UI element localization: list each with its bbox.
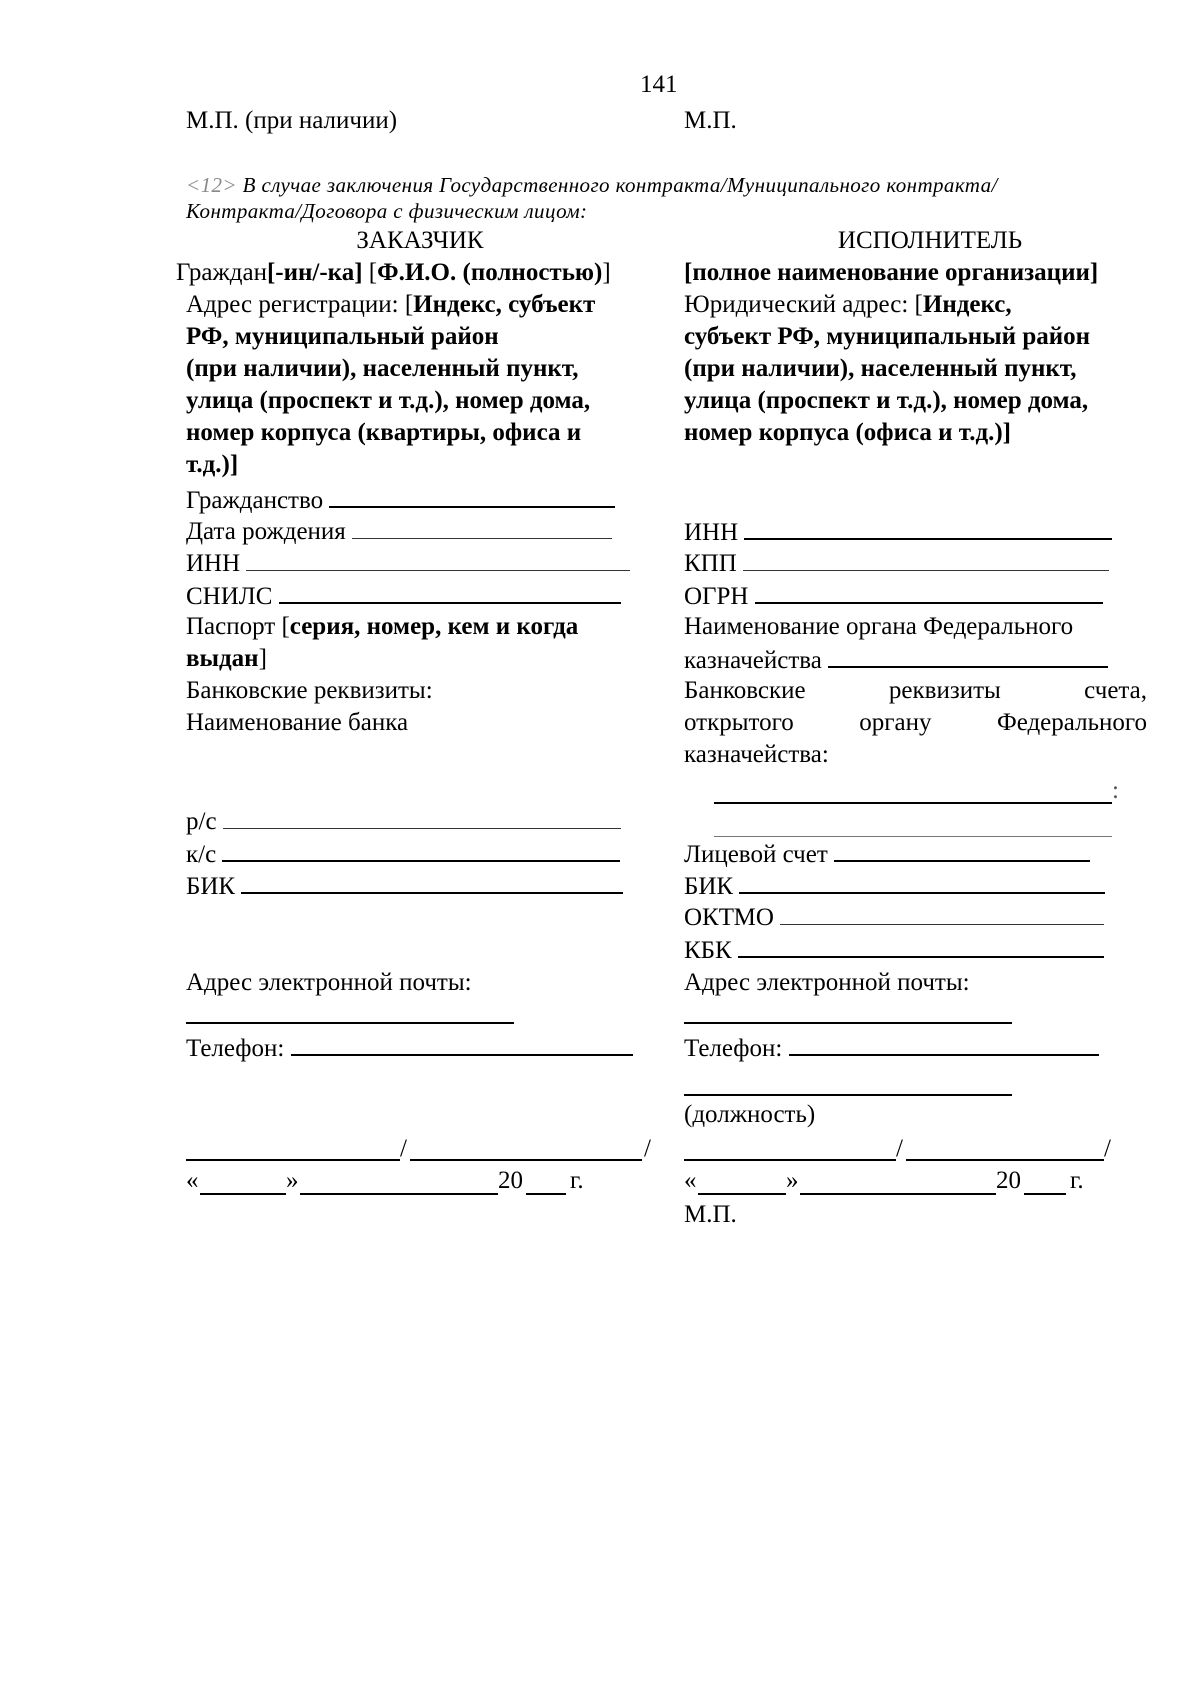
legal-address-label: Юридический адрес: [: [684, 291, 923, 318]
customer-address-line-3: (при наличии), населенный пункт,: [186, 355, 579, 382]
customer-passport-2: [186, 644, 267, 674]
footnote-ref: <12>: [186, 173, 237, 197]
contractor-position-label: (должность): [684, 1101, 816, 1128]
customer-email: Адрес электронной почты:: [186, 969, 472, 996]
contractor-phone-field[interactable]: [789, 1032, 1099, 1056]
kbk-field[interactable]: [738, 934, 1104, 958]
customer-phone: [186, 1032, 633, 1064]
kpp-field[interactable]: [743, 548, 1109, 571]
contractor-phone: [684, 1032, 1099, 1064]
customer-bank-details: Банковские реквизиты:: [186, 677, 433, 704]
bank-word-6: Федерального: [996, 709, 1147, 736]
birth-date-field[interactable]: [352, 516, 612, 539]
ks-field[interactable]: [222, 838, 620, 862]
contractor-position-field[interactable]: [684, 1094, 1012, 1096]
contractor-bik: [684, 870, 1105, 902]
customer-inn: [186, 548, 630, 579]
bank-word-1: Банковские: [684, 677, 806, 704]
passport-label: Паспорт [: [186, 613, 290, 640]
contractor-email-field[interactable]: [684, 1022, 1012, 1024]
ks-label: к/с: [186, 841, 217, 868]
contractor-date-quote-close: »: [786, 1167, 799, 1194]
bracket-open: [: [362, 259, 378, 286]
customer-address-line-2: РФ, муниципальный район: [186, 323, 499, 350]
ogrn-label: ОГРН: [684, 583, 749, 610]
customer-signature-field[interactable]: [186, 1159, 400, 1161]
customer-ks: [186, 838, 620, 870]
contractor-kbk: [684, 934, 1104, 966]
contractor-bik-label: БИК: [684, 873, 734, 900]
customer-date-year-field[interactable]: [526, 1193, 566, 1195]
contractor-date-year: 20: [996, 1167, 1021, 1194]
contractor-signature-name-field[interactable]: [906, 1159, 1104, 1161]
contractor-inn-field[interactable]: [744, 516, 1112, 540]
contractor-inn: [684, 516, 1112, 548]
page-number: 141: [640, 71, 678, 98]
customer-date-quote-open: «: [186, 1167, 199, 1194]
contractor-stamp-bottom: М.П.: [684, 1201, 737, 1228]
citizen-suffix: [-ин/-ка]: [266, 259, 363, 286]
customer-bank-name: Наименование банка: [186, 709, 409, 736]
contractor-date-year-field[interactable]: [1024, 1193, 1066, 1195]
contractor-date-year-suffix: г.: [1070, 1167, 1084, 1194]
citizen-text: Граждан: [176, 259, 267, 286]
contractor-bik-field[interactable]: [739, 870, 1105, 894]
customer-date-year: 20: [498, 1167, 523, 1194]
contractor-signature-field[interactable]: [684, 1159, 896, 1161]
customer-date-day-field[interactable]: [200, 1193, 286, 1195]
footnote-line-2: Контракта/Договора с физическим лицом:: [186, 199, 588, 223]
customer-passport-1: [186, 612, 578, 642]
customer-bik-label: БИК: [186, 873, 236, 900]
customer-citizenship: [186, 484, 615, 516]
contractor-address-line-4: улица (проспект и т.д.), номер дома,: [684, 387, 1089, 414]
contractor-treasury-account-field[interactable]: [714, 802, 1112, 804]
customer-address-line-1: [186, 290, 595, 320]
contractor-treasury-account-field-2[interactable]: [714, 836, 1112, 837]
passport-placeholder: серия, номер, кем и когда: [289, 613, 579, 640]
rs-field[interactable]: [223, 806, 621, 829]
customer-date-month-field[interactable]: [300, 1193, 498, 1195]
customer-address-line-6: т.д.)]: [186, 451, 239, 478]
contractor-signature-slash-2: /: [1104, 1135, 1111, 1162]
contractor-treasury-1: Наименование органа Федерального: [684, 613, 1074, 640]
contractor-bank-line-1: [684, 676, 1147, 706]
customer-birth-date: [186, 516, 612, 547]
passport-bracket-close: ]: [258, 645, 267, 672]
contractor-stamp-top: М.П.: [684, 107, 737, 134]
contractor-treasury-account-colon: :: [1112, 777, 1119, 804]
bank-word-2: реквизиты: [888, 677, 1001, 704]
contractor-signature-slash-1: /: [896, 1135, 903, 1162]
contractor-date-day-field[interactable]: [698, 1193, 786, 1195]
contractor-org-name: [полное наименование организации]: [684, 259, 1099, 286]
citizenship-label: Гражданство: [186, 487, 324, 514]
snils-field[interactable]: [279, 580, 621, 604]
contractor-address-line-3: (при наличии), населенный пункт,: [684, 355, 1077, 382]
account-field[interactable]: [834, 838, 1090, 862]
kbk-label: КБК: [684, 937, 732, 964]
contractor-address-line-5: номер корпуса (офиса и т.д.)]: [684, 419, 1012, 446]
contractor-phone-label: Телефон:: [684, 1035, 783, 1062]
inn-label: ИНН: [186, 550, 241, 577]
treasury-field[interactable]: [828, 644, 1108, 668]
customer-header: ЗАКАЗЧИК: [356, 227, 484, 254]
address-label: Адрес регистрации: [: [186, 291, 414, 318]
treasury-label: казначейства: [684, 647, 822, 674]
contractor-account: [684, 838, 1090, 870]
ogrn-field[interactable]: [755, 580, 1103, 604]
bank-word-3: счета,: [1084, 677, 1147, 704]
contractor-header: ИСПОЛНИТЕЛЬ: [837, 227, 1023, 254]
contractor-email: Адрес электронной почты:: [684, 969, 970, 996]
contractor-kpp: [684, 548, 1109, 579]
customer-date-quote-close: »: [286, 1167, 299, 1194]
snils-label: СНИЛС: [186, 583, 273, 610]
customer-address-line-5: номер корпуса (квартиры, офиса и: [186, 419, 582, 446]
customer-rs: [186, 806, 621, 837]
contractor-inn-label: ИНН: [684, 519, 739, 546]
customer-phone-field[interactable]: [291, 1032, 633, 1056]
customer-bik-field[interactable]: [241, 870, 623, 894]
customer-bik: [186, 870, 623, 902]
contractor-treasury-2: [684, 644, 1108, 676]
account-label: Лицевой счет: [684, 841, 828, 868]
customer-date-year-suffix: г.: [570, 1167, 584, 1194]
contractor-address-line-2: субъект РФ, муниципальный район: [684, 323, 1091, 350]
customer-signature-name-field[interactable]: [410, 1159, 642, 1161]
customer-address-line-4: улица (проспект и т.д.), номер дома,: [186, 387, 591, 414]
bracket-close: ]: [602, 259, 611, 286]
bank-word-5: органу: [859, 709, 932, 736]
oktmo-label: ОКТМО: [684, 904, 774, 931]
contractor-bank-line-3: казначейства:: [684, 741, 829, 768]
customer-email-field[interactable]: [186, 1022, 514, 1024]
bank-word-4: открытого: [684, 709, 794, 736]
contractor-ogrn: [684, 580, 1103, 612]
customer-citizen-line: [176, 258, 611, 288]
customer-snils: [186, 580, 621, 612]
customer-signature-slash-2: /: [644, 1135, 651, 1162]
passport-placeholder-2: выдан: [186, 645, 259, 672]
customer-signature-slash-1: /: [400, 1135, 407, 1162]
contractor-date-quote-open: «: [684, 1167, 697, 1194]
oktmo-field[interactable]: [780, 902, 1104, 925]
citizenship-field[interactable]: [329, 484, 615, 508]
contractor-bank-line-2: [684, 708, 1147, 738]
customer-inn-field[interactable]: [246, 548, 630, 571]
birth-date-label: Дата рождения: [186, 518, 346, 545]
citizen-name-placeholder: Ф.И.О. (полностью): [377, 259, 603, 286]
footnote-text-1: В случае заключения Государственного контракта/Муниципального контракта/: [236, 173, 998, 197]
customer-phone-label: Телефон:: [186, 1035, 285, 1062]
legal-address-part-1: Индекс,: [922, 291, 1012, 318]
contractor-date-month-field[interactable]: [800, 1193, 996, 1195]
customer-stamp: М.П. (при наличии): [186, 107, 398, 134]
kpp-label: КПП: [684, 550, 737, 577]
contractor-address-line-1: [684, 290, 1012, 320]
rs-label: р/с: [186, 808, 217, 835]
contractor-oktmo: [684, 902, 1104, 933]
address-part-1: Индекс, субъект: [413, 291, 596, 318]
